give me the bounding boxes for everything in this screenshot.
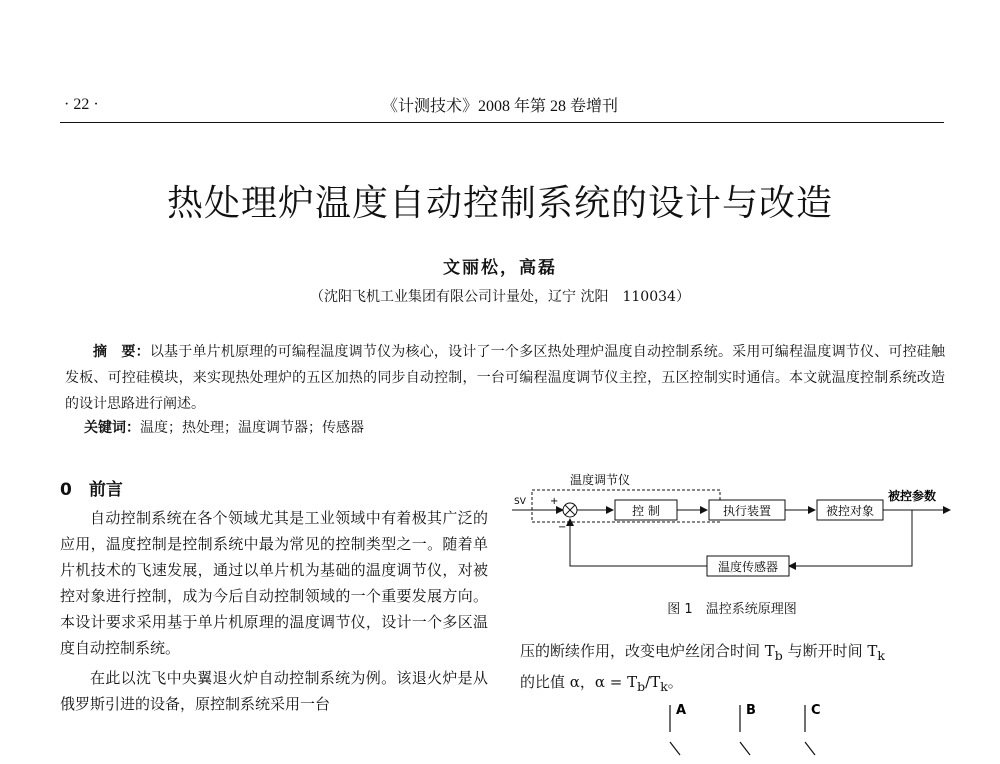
actuator-block-label: 执行装置: [722, 504, 772, 518]
minus-sign: −: [558, 522, 567, 533]
keywords-label: 关键词：: [84, 420, 140, 436]
keywords-text: 温度；热处理；温度调节器；传感器: [140, 420, 364, 436]
affiliation: （沈阳飞机工业集团有限公司计量处，辽宁 沈阳 110034）: [310, 289, 690, 305]
left-column: [60, 505, 488, 717]
page-number: · 22 ·: [64, 96, 99, 113]
phase-c-label: C: [811, 703, 821, 718]
control-loop-diagram: [512, 470, 952, 595]
authors: 文丽松，高磊: [443, 258, 557, 278]
three-phase-diagram: [640, 700, 860, 764]
subscript-b: b: [774, 648, 783, 663]
phase-b-label: B: [746, 703, 756, 718]
output-label: 被控参数: [888, 489, 937, 503]
paragraph: 在此以沈飞中央翼退火炉自动控制系统为例。该退火炉是从俄罗斯引进的设备，原控制系统采用一台: [60, 669, 488, 713]
controller-group-label: 温度调节仪: [570, 473, 631, 487]
plant-block-label: 被控对象: [825, 504, 875, 518]
text-run: /T: [645, 673, 661, 691]
section-heading: 0 前言: [60, 480, 123, 500]
keywords: [84, 417, 944, 437]
right-column-text: [520, 638, 948, 700]
phase-b: [740, 703, 756, 755]
abstract: [65, 339, 945, 417]
control-block-label: 控 制: [632, 504, 660, 518]
summing-junction: [563, 503, 577, 517]
subscript-k: k: [877, 648, 885, 663]
figure-1: [512, 470, 952, 599]
phase-a-label: A: [676, 703, 687, 718]
text-run: 与断开时间 T: [782, 642, 878, 660]
phase-c: [805, 703, 821, 755]
plus-sign: +: [550, 496, 559, 507]
three-phase-switches: [640, 700, 860, 760]
subscript-b: b: [637, 679, 646, 694]
subscript-k: k: [660, 679, 668, 694]
paper-title: 热处理炉温度自动控制系统的设计与改造: [166, 183, 833, 224]
header-rule: [60, 122, 944, 123]
feedback-out-line: [570, 519, 707, 566]
sv-label: SV: [514, 497, 526, 507]
running-head: 《计测技术》2008 年第 28 卷增刊: [381, 98, 618, 115]
figure-caption: 图 1 温控系统原理图: [667, 602, 797, 617]
abstract-text: 以基于单片机原理的可编程温度调节仪为核心，设计了一个多区热处理炉温度自动控制系统。采用可编程温度调节仪、可控硅触发板、可控硅模块，来实现热处理炉的五区加热的同步自动控制，一台可编程温度调节仪主控，五区控制实时通信。本文就温度控制系统改造的设计思路进行阐述。: [65, 344, 946, 412]
paragraph-line: [520, 669, 948, 700]
sensor-block-label: 温度传感器: [717, 560, 779, 574]
paragraph-line: [520, 638, 948, 669]
paragraph: 自动控制系统在各个领域尤其是工业领域中有着极其广泛的应用，温度控制是控制系统中最为常见的控制类型之一。随着单片机技术的飞速发展，通过以单片机为基础的温度调节仪，对被控对象进行控制，成为今后自动控制领域的一个重要发展方向。本设计要求采用基于单片机原理的温度调节仪，设计一个多区温度自动控制系统。: [60, 509, 488, 657]
text-run: 的比值 α，α = T: [520, 673, 638, 691]
abstract-label: 摘 要：: [93, 344, 150, 360]
text-run: 。: [667, 673, 683, 691]
phase-a: [670, 703, 686, 755]
text-run: 压的断续作用，改变电炉丝闭合时间 T: [520, 642, 775, 660]
